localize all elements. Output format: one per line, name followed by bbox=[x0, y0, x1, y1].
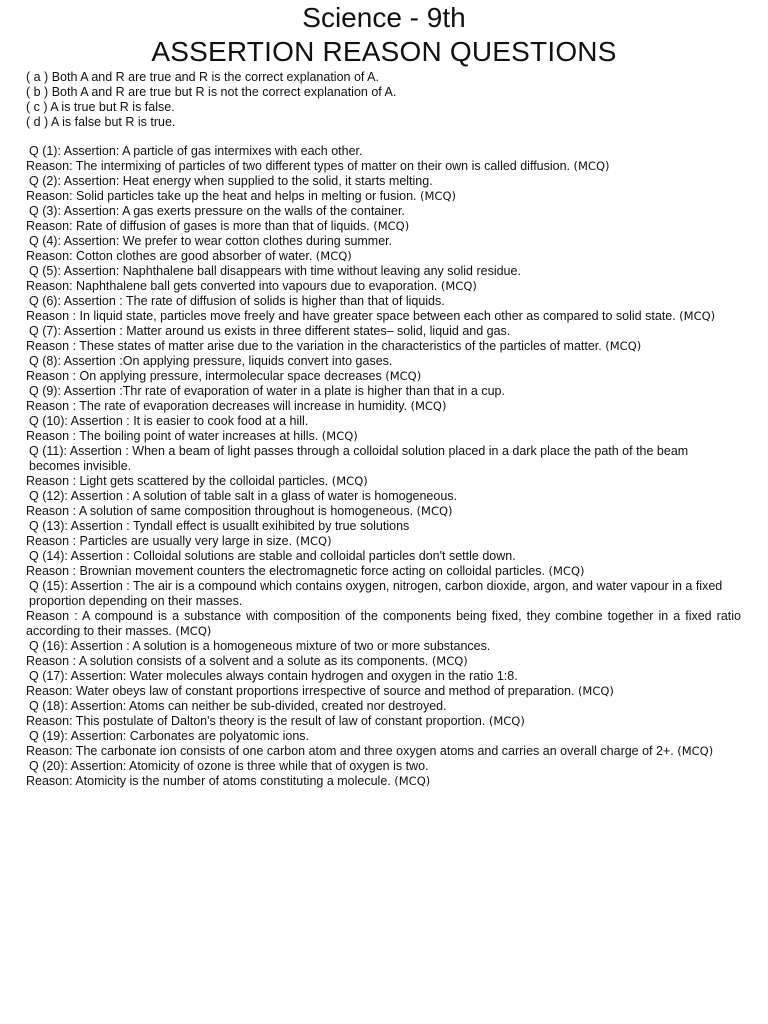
question-item bbox=[26, 729, 741, 759]
mcq-tag: (MCQ) bbox=[295, 534, 332, 548]
reason-text: Reason: Naphthalene ball gets converted into vapours due to evaporation. bbox=[26, 279, 438, 293]
mcq-tag: (MCQ) bbox=[321, 429, 358, 443]
question-item bbox=[26, 354, 741, 384]
mcq-tag: (MCQ) bbox=[440, 279, 477, 293]
mcq-tag: (MCQ) bbox=[573, 159, 610, 173]
assertion-text: Q (20): Assertion: Atomicity of ozone is three while that of oxygen is two. bbox=[29, 759, 429, 773]
assertion-text: Q (2): Assertion: Heat energy when supplied to the solid, it starts melting. bbox=[29, 174, 433, 188]
mcq-tag: (MCQ) bbox=[175, 624, 212, 638]
mcq-tag: (MCQ) bbox=[577, 684, 614, 698]
reason-line bbox=[26, 504, 741, 519]
reason-text: Reason: Cotton clothes are good absorber of water. bbox=[26, 249, 313, 263]
question-item bbox=[26, 204, 741, 234]
mcq-tag: (MCQ) bbox=[420, 189, 456, 203]
reason-text: Reason : Brownian movement counters the electromagnetic force acting on colloidal particles. bbox=[26, 564, 546, 578]
mcq-tag: (MCQ) bbox=[410, 399, 447, 413]
reason-line bbox=[26, 564, 741, 579]
reason-line bbox=[26, 429, 741, 444]
assertion-text: Q (16): Assertion : A solution is a homogeneous mixture of two or more substances. bbox=[29, 639, 491, 653]
reason-line bbox=[26, 309, 741, 324]
assertion-text: Q (19): Assertion: Carbonates are polyatomic ions. bbox=[29, 729, 309, 743]
question-item bbox=[26, 699, 741, 729]
question-item bbox=[26, 174, 741, 204]
reason-line bbox=[26, 189, 741, 204]
mcq-tag: (MCQ) bbox=[385, 369, 422, 383]
question-item bbox=[26, 324, 741, 354]
reason-text: Reason : On applying pressure, intermolecular space decreases bbox=[26, 369, 382, 383]
assertion-text: Q (12): Assertion : A solution of table salt in a glass of water is homogeneous. bbox=[29, 489, 458, 503]
mcq-tag: (MCQ) bbox=[548, 564, 585, 578]
questions-list bbox=[26, 144, 741, 789]
mcq-tag: (MCQ) bbox=[315, 249, 352, 263]
assertion-text: Q (9): Assertion :Thr rate of evaporation of water in a plate is higher than that in a cup. bbox=[29, 384, 505, 398]
question-item bbox=[26, 579, 741, 639]
mcq-tag: (MCQ) bbox=[679, 309, 716, 323]
question-item bbox=[26, 414, 741, 444]
reason-line bbox=[26, 369, 741, 384]
assertion-text: Q (15): Assertion : The air is a compound which contains oxygen, nitrogen, carbon dioxide, argon, and water vapour in a fixed proportion depending on their masses. bbox=[29, 579, 723, 608]
reason-line bbox=[26, 609, 741, 639]
reason-line bbox=[26, 474, 741, 489]
reason-text: Reason : A solution of same composition throughout is homogeneous. bbox=[26, 504, 414, 518]
option-c: ( c ) A is true but R is false. bbox=[26, 100, 175, 114]
mcq-tag: (MCQ) bbox=[416, 504, 453, 518]
assertion-text: Q (13): Assertion : Tyndall effect is usuallt exihibited by true solutions bbox=[29, 519, 410, 533]
option-b: ( b ) Both A and R are true but R is not the correct explanation of A. bbox=[26, 85, 397, 99]
reason-text: Reason : Light gets scattered by the colloidal particles. bbox=[26, 474, 329, 488]
reason-text: Reason: This postulate of Dalton's theory is the result of law of constant proportion. bbox=[26, 714, 486, 728]
assertion-text: Q (11): Assertion : When a beam of light passes through a colloidal solution placed in a dark place the path of the beam becomes invisible. bbox=[29, 444, 689, 473]
mcq-tag: (MCQ) bbox=[605, 339, 642, 353]
reason-line bbox=[26, 249, 741, 264]
mcq-tag: (MCQ) bbox=[431, 654, 468, 668]
mcq-tag: (MCQ) bbox=[331, 474, 368, 488]
reason-text: Reason: The carbonate ion consists of one carbon atom and three oxygen atoms and carries an overall charge of 2+. bbox=[26, 744, 674, 758]
reason-line bbox=[26, 279, 741, 294]
reason-text: Reason : Particles are usually very large in size. bbox=[26, 534, 293, 548]
reason-text: Reason: Rate of diffusion of gases is more than that of liquids. bbox=[26, 219, 370, 233]
reason-line bbox=[26, 159, 741, 174]
question-item bbox=[26, 519, 741, 549]
reason-line bbox=[26, 534, 741, 549]
assertion-text: Q (14): Assertion : Colloidal solutions are stable and colloidal particles don't settle down. bbox=[29, 549, 516, 563]
reason-line bbox=[26, 399, 741, 414]
question-item bbox=[26, 489, 741, 519]
question-item bbox=[26, 759, 741, 789]
assertion-text: Q (18): Assertion: Atoms can neither be sub-divided, created nor destroyed. bbox=[29, 699, 447, 713]
reason-text: Reason: Solid particles take up the heat and helps in melting or fusion. bbox=[26, 189, 417, 203]
assertion-text: Q (8): Assertion :On applying pressure, liquids convert into gases. bbox=[29, 354, 393, 368]
document-heading: ASSERTION REASON QUESTIONS bbox=[151, 36, 617, 67]
mcq-tag: (MCQ) bbox=[488, 714, 525, 728]
question-item bbox=[26, 234, 741, 264]
assertion-text: Q (6): Assertion : The rate of diffusion of solids is higher than that of liquids. bbox=[29, 294, 445, 308]
question-item bbox=[26, 444, 741, 489]
assertion-text: Q (3): Assertion: A gas exerts pressure on the walls of the container. bbox=[29, 204, 405, 218]
document-header bbox=[0, 0, 768, 70]
reason-text: Reason : A compound is a substance with composition of the components being fixed, they combine together in a fixed ratio according to their masses. bbox=[26, 609, 741, 638]
document-subject: Science - 9th bbox=[302, 2, 466, 33]
reason-line bbox=[26, 714, 741, 729]
reason-text: Reason: Atomicity is the number of atoms constituting a molecule. bbox=[26, 774, 391, 788]
reason-text: Reason : The boiling point of water increases at hills. bbox=[26, 429, 319, 443]
reason-text: Reason: Water obeys law of constant proportions irrespective of source and method of preparation. bbox=[26, 684, 575, 698]
mcq-tag: (MCQ) bbox=[373, 219, 410, 233]
reason-text: Reason : In liquid state, particles move freely and have greater space between each other as compared to solid state. bbox=[26, 309, 676, 323]
reason-line bbox=[26, 339, 741, 354]
question-item bbox=[26, 549, 741, 579]
reason-line bbox=[26, 744, 741, 759]
question-item bbox=[26, 294, 741, 324]
assertion-text: Q (5): Assertion: Naphthalene ball disappears with time without leaving any solid residue. bbox=[29, 264, 521, 278]
question-item bbox=[26, 264, 741, 294]
question-item bbox=[26, 669, 741, 699]
assertion-text: Q (17): Assertion: Water molecules always contain hydrogen and oxygen in the ratio 1:8. bbox=[29, 669, 518, 683]
assertion-text: Q (4): Assertion: We prefer to wear cotton clothes during summer. bbox=[29, 234, 393, 248]
answer-options-list bbox=[26, 70, 768, 130]
question-item bbox=[26, 384, 741, 414]
question-item bbox=[26, 144, 741, 174]
option-d: ( d ) A is false but R is true. bbox=[26, 115, 176, 129]
assertion-text: Q (7): Assertion : Matter around us exists in three different states– solid, liquid and gas. bbox=[29, 324, 511, 338]
question-item bbox=[26, 639, 741, 669]
mcq-tag: (MCQ) bbox=[394, 774, 431, 788]
option-a: ( a ) Both A and R are true and R is the correct explanation of A. bbox=[26, 70, 379, 84]
reason-line bbox=[26, 219, 741, 234]
reason-text: Reason : These states of matter arise due to the variation in the characteristics of the particles of matter. bbox=[26, 339, 602, 353]
reason-text: Reason : A solution consists of a solvent and a solute as its components. bbox=[26, 654, 429, 668]
reason-text: Reason: The intermixing of particles of two different types of matter on their own is called diffusion. bbox=[26, 159, 571, 173]
reason-text: Reason : The rate of evaporation decreases will increase in humidity. bbox=[26, 399, 407, 413]
reason-line bbox=[26, 654, 741, 669]
assertion-text: Q (10): Assertion : It is easier to cook food at a hill. bbox=[29, 414, 309, 428]
reason-line bbox=[26, 684, 741, 699]
assertion-text: Q (1): Assertion: A particle of gas intermixes with each other. bbox=[29, 144, 363, 158]
reason-line bbox=[26, 774, 741, 789]
mcq-tag: (MCQ) bbox=[677, 744, 714, 758]
